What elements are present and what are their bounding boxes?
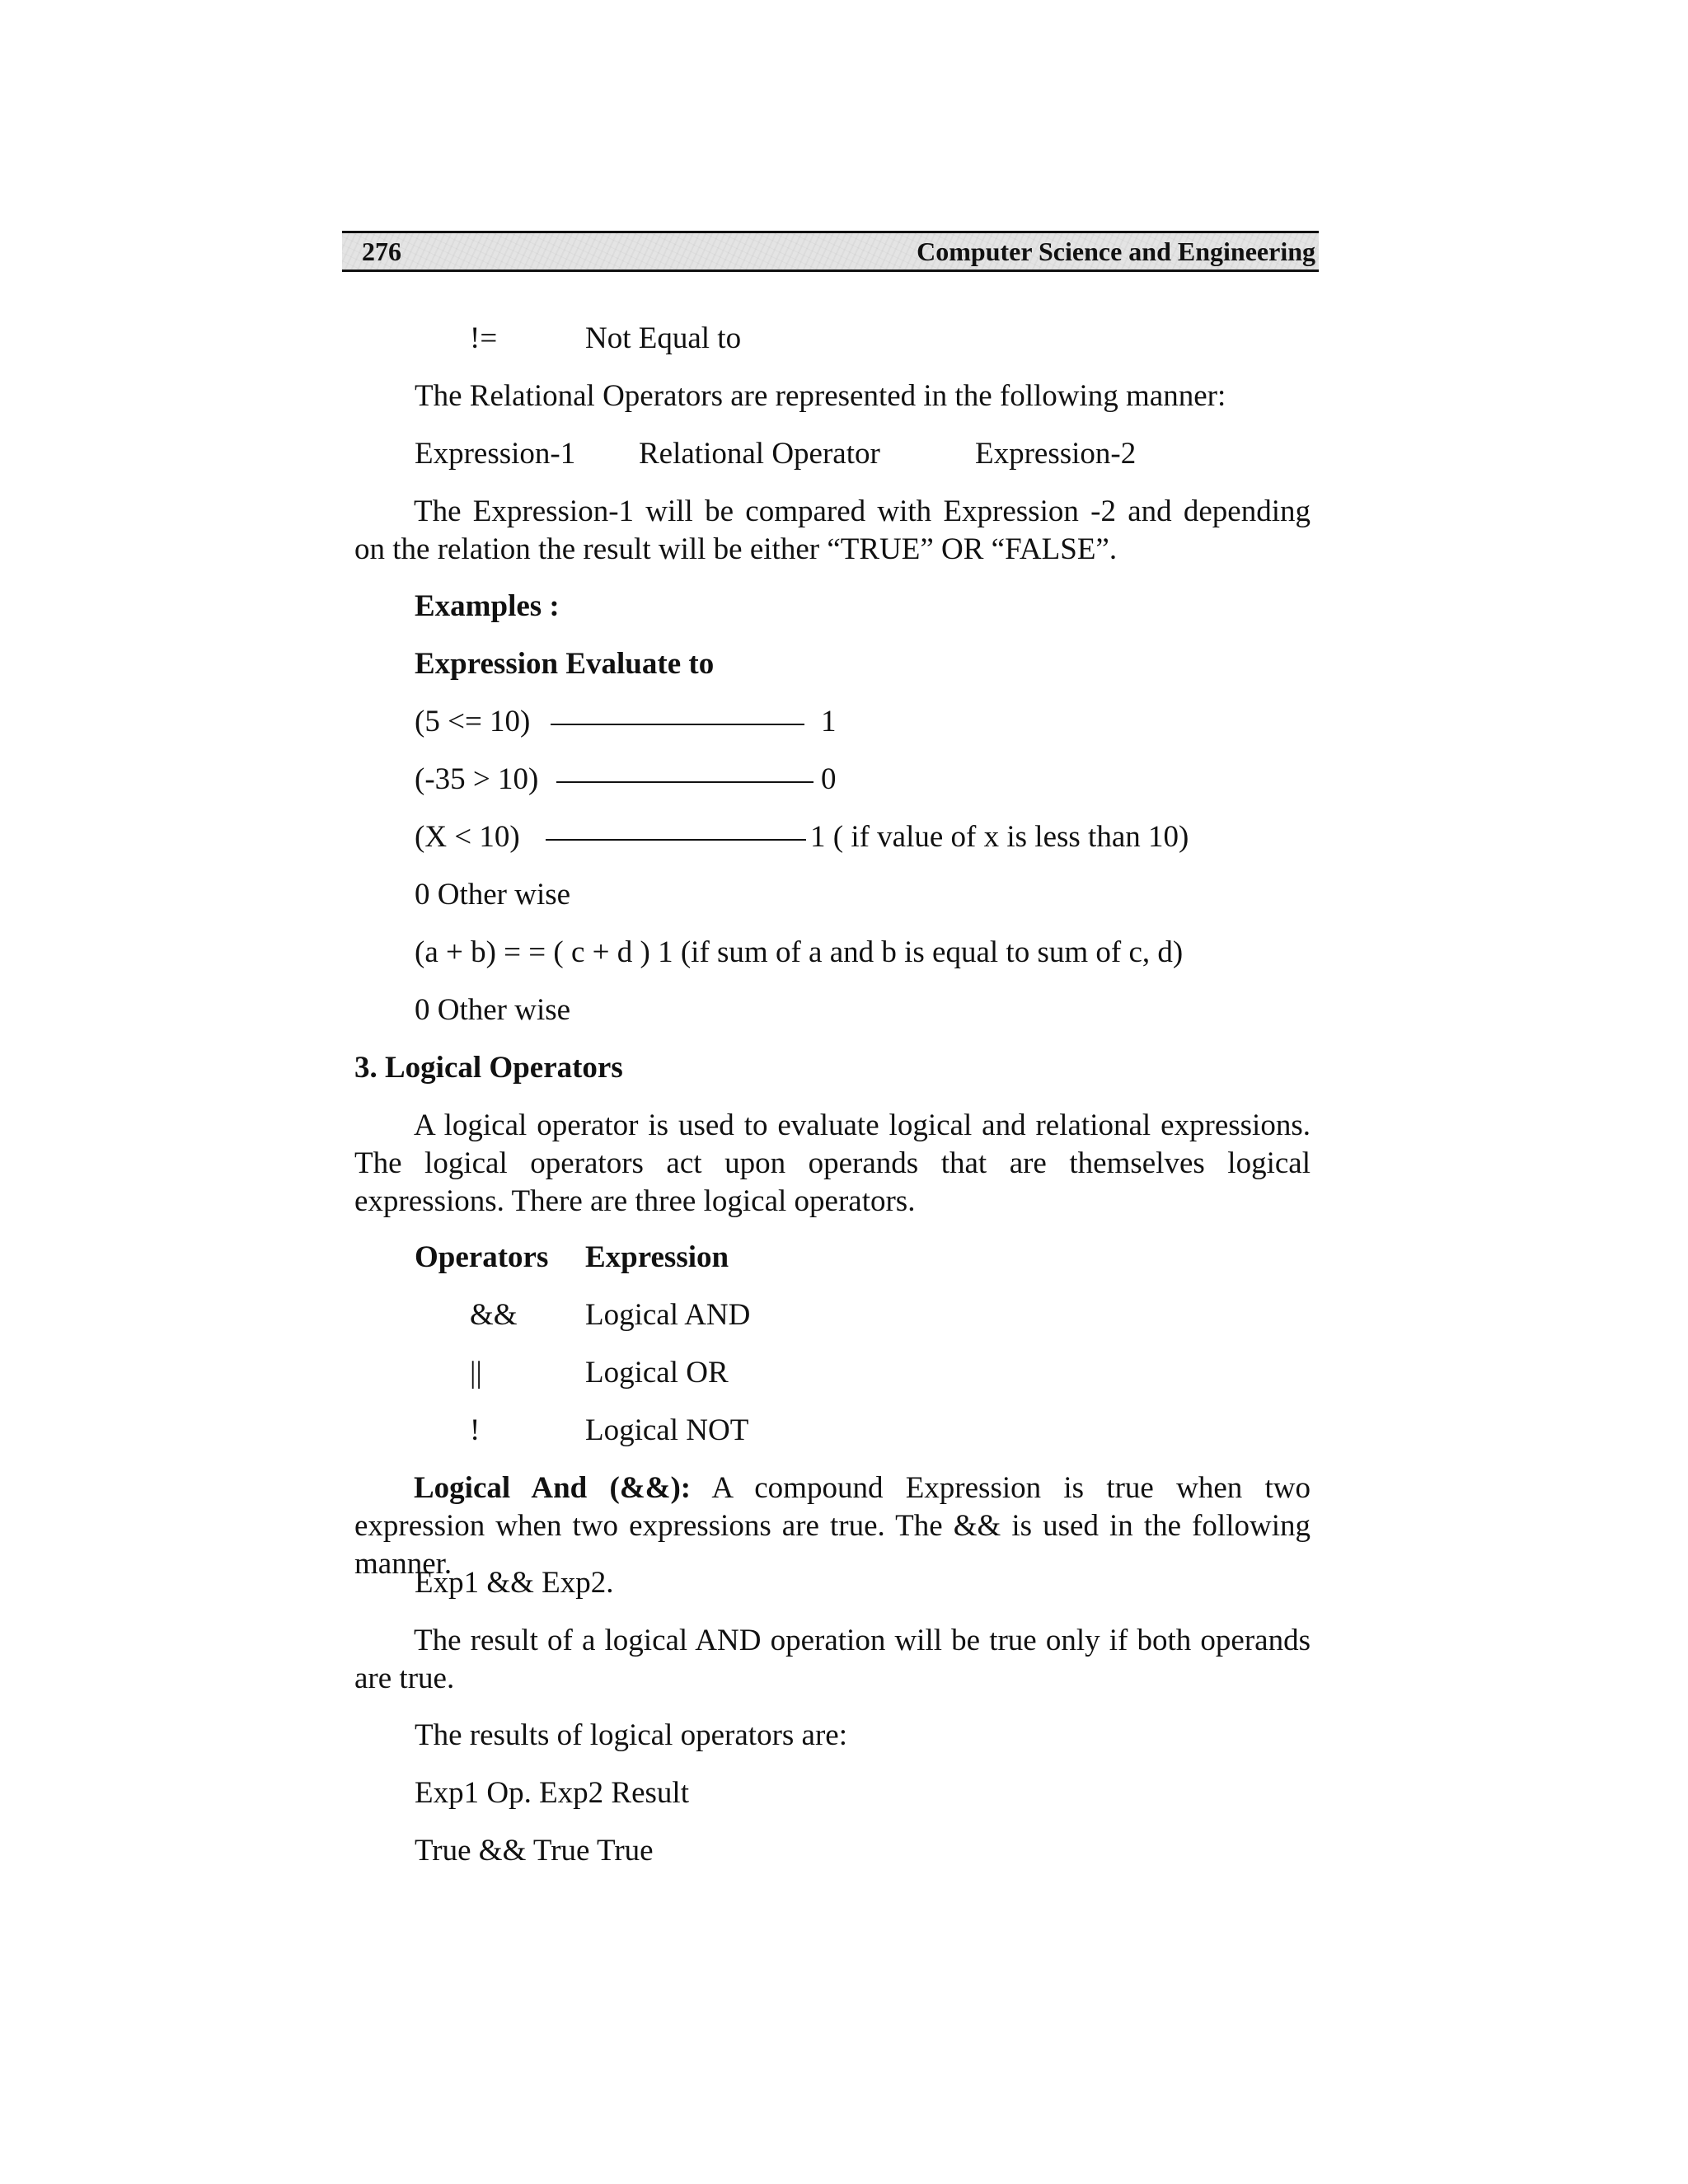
form-exp2: Expression-2 [975,437,1137,471]
operator-symbol-not: ! [470,1413,481,1447]
example-result-3: 1 ( if value of x is less than 10) [810,820,1189,854]
ne-text: Not Equal to [585,321,742,355]
example-expr-3: (X < 10) [415,820,520,854]
sum-example: (a + b) = = ( c + d ) 1 (if sum of a and b is equal to sum of c, d) [415,935,1184,969]
operator-name-not: Logical NOT [585,1413,749,1447]
example-expr-2: (-35 > 10) [415,762,539,796]
compare-paragraph: The Expression-1 will be compared with Expression -2 and depending on the relation the result will be either “TRUE” OR “FALSE”. [354,494,1311,566]
examples-label: Examples : [415,589,560,623]
logical-intro: A logical operator is used to evaluate logical and relational expressions. The logical operators act upon operands that are themselves logical expressions. There are three logical operators. [354,1108,1311,1218]
page-header [342,231,1319,272]
form-op: Relational Operator [639,437,880,471]
logical-and-text: A compound Expression is true when two expression when two expressions are true. The && is used in the following manner. [354,1471,1311,1581]
example-result-2: 0 [821,762,837,796]
logical-heading: 3. Logical Operators [354,1051,623,1085]
example-rule-1 [551,724,804,725]
results-row-1: True && True True [415,1834,654,1868]
operator-name-and: Logical AND [585,1298,751,1332]
and-usage: Exp1 && Exp2. [415,1566,614,1600]
results-header: Exp1 Op. Exp2 Result [415,1776,689,1810]
logical-and-label: Logical And (&&): [414,1471,692,1505]
ne-symbol: != [470,321,498,355]
page-number: 276 [362,237,401,266]
form-exp1: Expression-1 [415,437,576,471]
examples-table-header: Expression Evaluate to [415,647,715,681]
expression-column-header: Expression [585,1240,729,1274]
operator-symbol-or: || [470,1356,482,1390]
running-title: Computer Science and Engineering [917,237,1315,266]
operator-name-or: Logical OR [585,1356,729,1390]
otherwise-2: 0 Other wise [415,993,571,1027]
otherwise-1: 0 Other wise [415,878,571,912]
represented-text: The Relational Operators are represented in the following manner: [415,379,1226,413]
operators-column-header: Operators [415,1240,549,1274]
example-rule-2 [556,781,814,783]
example-expr-1: (5 <= 10) [415,705,531,738]
example-result-1: 1 [821,705,837,738]
example-rule-3 [546,839,806,841]
results-intro: The results of logical operators are: [415,1718,847,1752]
and-result-paragraph: The result of a logical AND operation will be true only if both operands are true. [354,1624,1311,1695]
operator-symbol-and: && [470,1298,518,1332]
